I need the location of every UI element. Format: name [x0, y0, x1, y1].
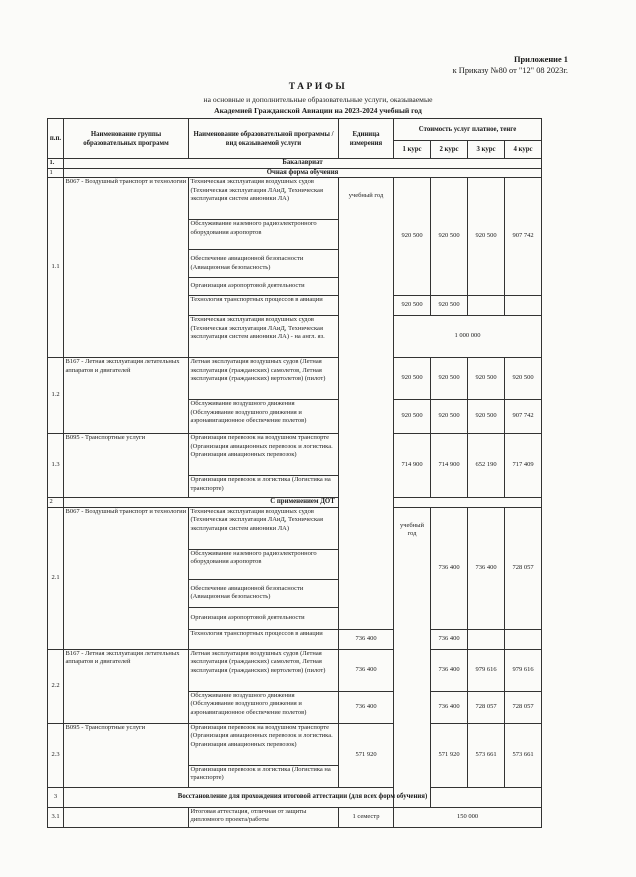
price-y1: 714 900: [394, 434, 431, 498]
price-y2: 736 400: [468, 507, 505, 629]
price-y4: 907 742: [505, 178, 542, 296]
row-num: 2.1: [48, 507, 64, 649]
row-program: Обслуживание наземного радиоэлектронного оборудования аэропортов: [189, 549, 339, 579]
price-y3: 920 500: [468, 358, 505, 400]
row-unit: 1 семестр: [339, 807, 394, 827]
price-y2: 920 500: [431, 296, 468, 316]
section-num: 2: [48, 498, 64, 508]
row-num: 2.2: [48, 649, 64, 723]
price-y1: 571 920: [339, 723, 394, 787]
row-program: Обслуживание воздушного движения (Обслуживание воздушного движения и аэронавигационное обеспечение полетов): [189, 691, 339, 723]
row-program: Организация перевозок на воздушном транспорте (Организация авиационных перевозок и логистика. Организация авиационных перевозок): [189, 723, 339, 765]
row-group: В095 - Транспортные услуги: [64, 434, 189, 498]
price-y1: 920 500: [394, 178, 431, 296]
row-num: 3.1: [48, 807, 64, 827]
row-unit: учебный год: [394, 507, 431, 807]
price-y1: 920 500: [394, 296, 431, 316]
table-row: [48, 178, 542, 220]
price-y2: 571 920: [431, 723, 468, 787]
row-program: Техническая эксплуатация воздушных судов (Техническая эксплуатация ЛАиД, Техническая эксплуатация систем авионики ЛА): [189, 507, 339, 549]
row-program: Обеспечение авиационной безопасности (Авиационная безопасность): [189, 579, 339, 607]
row-program: Организация перевозок на воздушном транспорте (Организация авиационных перевозок и логистика. Организация авиационных перевозок): [189, 434, 339, 476]
price-y1: 736 400: [431, 507, 468, 629]
section-row: [48, 787, 542, 807]
price-y2: 736 400: [431, 649, 468, 691]
price-y4: 907 742: [505, 400, 542, 434]
col-header-unit: Единица измерения: [339, 119, 394, 159]
table-row: [48, 649, 542, 691]
price-y1: 736 400: [339, 649, 394, 691]
section-title: Очная форма обучения: [64, 168, 542, 178]
document-title: ТАРИФЫ: [288, 82, 348, 92]
row-program: Обслуживание наземного радиоэлектронного оборудования аэропортов: [189, 220, 339, 250]
price-y4: 920 500: [505, 358, 542, 400]
row-num: 2.3: [48, 723, 64, 787]
price-all-years: 150 000: [394, 807, 542, 827]
section-title: С применением ДОТ: [64, 498, 542, 508]
price-y1: 736 400: [339, 691, 394, 723]
appendix-note: [453, 54, 568, 76]
price-all-years: 1 000 000: [394, 316, 542, 358]
price-y3: 652 190: [468, 434, 505, 498]
row-program: Техническая эксплуатация воздушных судов (Техническая эксплуатация ЛАиД, Техническая эксплуатация систем авионики ЛА) - на англ. яз.: [189, 316, 339, 358]
col-header-year2: 2 курс: [431, 141, 468, 159]
price-y3: 573 661: [468, 723, 505, 787]
price-y4: 728 057: [505, 691, 542, 723]
price-y1: 736 400: [339, 629, 394, 649]
row-program: Обслуживание воздушного движения (Обслуживание воздушного движения и аэронавигационное обеспечение полетов): [189, 400, 339, 434]
tariff-table: [47, 118, 542, 828]
table-row: [48, 507, 542, 549]
section-title: Восстановление для прохождения итоговой аттестации (для всех форм обучения): [64, 787, 542, 807]
row-program: Организация аэропортовой деятельности: [189, 607, 339, 629]
document-subtitle-1: на основные и дополнительные образовательные услуги, оказываемые: [203, 95, 433, 104]
col-header-program: Наименование образовательной программы / вид оказываемой услуги: [189, 119, 339, 159]
row-group: В067 - Воздушный транспорт и технологии: [64, 178, 189, 358]
price-y3: 979 616: [468, 649, 505, 691]
appendix-line1: Приложение 1: [513, 55, 568, 64]
price-y3: 920 500: [468, 400, 505, 434]
section-num: 1.: [48, 159, 64, 169]
row-group: В167 - Летная эксплуатация летательных аппаратов и двигателей: [64, 358, 189, 434]
section-row: [48, 498, 542, 508]
col-header-year4: 4 курс: [505, 141, 542, 159]
row-program: Организация аэропортовой деятельности: [189, 278, 339, 296]
section-row: [48, 159, 542, 169]
price-y2: 920 500: [431, 358, 468, 400]
row-program: Летная эксплуатация воздушных судов (Летная эксплуатация (гражданских) самолетов, Летная эксплуатация (гражданских) вертолетов) (пилот): [189, 358, 339, 400]
col-header-year1: 1 курс: [394, 141, 431, 159]
document-subtitle-2: Академией Гражданской Авиации на 2023-2024 учебный год: [214, 106, 422, 115]
row-program: Организация перевозок и логистика (Логистика на транспорте): [189, 476, 339, 498]
price-y2: 736 400: [431, 691, 468, 723]
row-program: Технология транспортных процессов в авиации: [189, 629, 339, 649]
price-y2: 714 900: [431, 434, 468, 498]
price-y3: 728 057: [505, 507, 542, 629]
col-header-year3: 3 курс: [468, 141, 505, 159]
price-y1: 920 500: [394, 400, 431, 434]
row-num: 1.3: [48, 434, 64, 498]
section-title: Бакалавриат: [64, 159, 542, 169]
col-header-cost: Стоимость услуг платное, тенге: [394, 119, 542, 141]
price-y4: 979 616: [505, 649, 542, 691]
price-y2: 920 500: [431, 178, 468, 296]
col-header-group: Наименование группы образовательных программ: [64, 119, 189, 159]
price-y4: 717 409: [505, 434, 542, 498]
price-y3: 728 057: [468, 691, 505, 723]
row-program: Техническая эксплуатация воздушных судов (Техническая эксплуатация ЛАиД, Техническая эксплуатация систем авионики ЛА): [189, 178, 339, 220]
table-row: [48, 723, 542, 765]
row-group: В095 - Транспортные услуги: [64, 723, 189, 787]
price-y2: 920 500: [431, 400, 468, 434]
section-num: 1: [48, 168, 64, 178]
row-program: Технология транспортных процессов в авиации: [189, 296, 339, 316]
table-row: [48, 358, 542, 400]
price-y1: 920 500: [394, 358, 431, 400]
price-y4: 573 661: [505, 723, 542, 787]
appendix-line2: к Приказу №80 от "12" 08 2023г.: [452, 66, 568, 75]
price-y3: 920 500: [468, 178, 505, 296]
row-program: Организация перевозок и логистика (Логистика на транспорте): [189, 765, 339, 787]
row-unit: учебный год: [339, 178, 394, 630]
row-group: В167 - Летная эксплуатация летательных аппаратов и двигателей: [64, 649, 189, 723]
row-program: Итоговая аттестация, отличная от защиты дипломного проекта/работы: [189, 807, 339, 827]
price-y2: 736 400: [431, 629, 468, 649]
row-group: В067 - Воздушный транспорт и технологии: [64, 507, 189, 649]
table-row: [48, 807, 542, 827]
row-num: 1.1: [48, 178, 64, 358]
section-num: 3: [48, 787, 64, 807]
row-program: Обеспечение авиационной безопасности (Авиационная безопасность): [189, 250, 339, 278]
table-row: [48, 434, 542, 476]
col-header-num: п.п.: [48, 119, 64, 159]
row-program: Летная эксплуатация воздушных судов (Летная эксплуатация (гражданских) самолетов, Летная эксплуатация (гражданских) вертолетов) (пилот): [189, 649, 339, 691]
section-row: [48, 168, 542, 178]
row-num: 1.2: [48, 358, 64, 434]
